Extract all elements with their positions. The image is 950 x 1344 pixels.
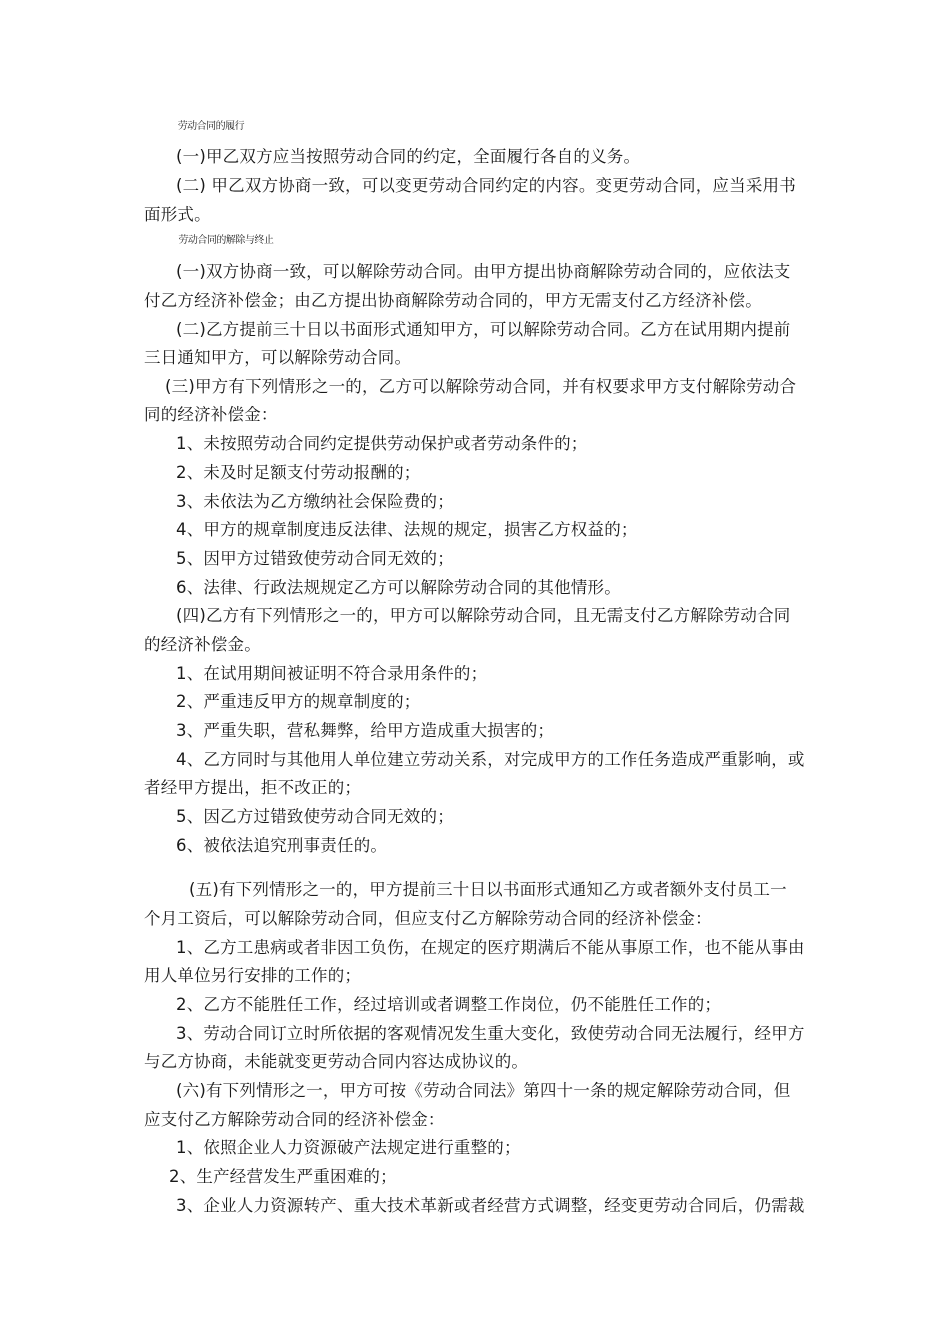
list-item: 3、企业人力资源转产、重大技术革新或者经营方式调整，经变更劳动合同后，仍需裁 <box>176 1196 805 1215</box>
list-item: 3、未依法为乙方缴纳社会保险费的； <box>176 492 454 511</box>
list-item: 6、被依法追究刑事责任的。 <box>176 836 388 855</box>
list-item: 2、乙方不能胜任工作，经过培训或者调整工作岗位，仍不能胜任工作的； <box>176 995 722 1014</box>
paragraph-line: (五)有下列情形之一的，甲方提前三十日以书面形式通知乙方或者额外支付员工一 <box>189 880 787 899</box>
list-item: 2、严重违反甲方的规章制度的； <box>176 692 421 711</box>
list-item: 5、因甲方过错致使劳动合同无效的； <box>176 549 454 568</box>
list-item: 1、乙方工患病或者非因工负伤，在规定的医疗期满后不能从事原工作，也不能从事由 <box>176 938 805 957</box>
paragraph-line: 三日通知甲方，可以解除劳动合同。 <box>144 348 412 367</box>
list-item: 4、乙方同时与其他用人单位建立劳动关系，对完成甲方的工作任务造成严重影响，或 <box>176 750 805 769</box>
list-item: 5、因乙方过错致使劳动合同无效的； <box>176 807 454 826</box>
list-item-continuation: 者经甲方提出，拒不改正的； <box>144 778 362 797</box>
paragraph-line: (六)有下列情形之一，甲方可按《劳动合同法》第四十一条的规定解除劳动合同，但 <box>176 1081 791 1100</box>
list-item-continuation: 与乙方协商，未能就变更劳动合同内容达成协议的。 <box>144 1052 529 1071</box>
paragraph-line: (二) 甲乙双方协商一致，可以变更劳动合同约定的内容。变更劳动合同，应当采用书 <box>176 176 796 195</box>
list-item: 1、依照企业人力资源破产法规定进行重整的； <box>176 1138 521 1157</box>
list-item: 4、甲方的规章制度违反法律、法规的规定，损害乙方权益的； <box>176 520 638 539</box>
paragraph-line: 面形式。 <box>144 205 211 224</box>
list-item: 3、劳动合同订立时所依据的客观情况发生重大变化，致使劳动合同无法履行，经甲方 <box>176 1024 805 1043</box>
section-heading-termination <box>143 235 273 247</box>
list-item: 3、严重失职，营私舞弊，给甲方造成重大损害的； <box>176 721 555 740</box>
paragraph-line: (三)甲方有下列情形之一的，乙方可以解除劳动合同，并有权要求甲方支付解除劳动合 <box>165 377 797 396</box>
list-item: 1、在试用期间被证明不符合录用条件的； <box>176 664 488 683</box>
list-item: 2、生产经营发生严重困难的； <box>169 1167 397 1186</box>
paragraph-line: (四)乙方有下列情形之一的，甲方可以解除劳动合同，且无需支付乙方解除劳动合同 <box>176 606 791 625</box>
list-item: 6、法律、行政法规规定乙方可以解除劳动合同的其他情形。 <box>176 578 621 597</box>
list-item: 2、未及时足额支付劳动报酬的； <box>176 463 421 482</box>
paragraph-line: 的经济补偿金。 <box>144 635 261 654</box>
heading-text: 劳动合同的履行 <box>177 121 245 132</box>
paragraph-line: 应支付乙方解除劳动合同的经济补偿金： <box>144 1110 445 1129</box>
paragraph-line: (一)甲乙双方应当按照劳动合同的约定，全面履行各自的义务。 <box>176 147 641 166</box>
paragraph-line: 个月工资后，可以解除劳动合同，但应支付乙方解除劳动合同的经济补偿金： <box>144 909 712 928</box>
list-item-continuation: 用人单位另行安排的工作的； <box>144 966 362 985</box>
heading-text: 劳动合同的解除与终止 <box>178 235 274 246</box>
list-item: 1、未按照劳动合同约定提供劳动保护或者劳动条件的； <box>176 434 588 453</box>
paragraph-line: 付乙方经济补偿金；由乙方提出协商解除劳动合同的，甲方无需支付乙方经济补偿。 <box>144 291 762 310</box>
section-heading-performance <box>160 121 244 133</box>
paragraph-line: (二)乙方提前三十日以书面形式通知甲方，可以解除劳动合同。乙方在试用期内提前 <box>176 320 791 339</box>
paragraph-line: (一)双方协商一致，可以解除劳动合同。由甲方提出协商解除劳动合同的，应依法支 <box>176 262 791 281</box>
paragraph-line: 同的经济补偿金： <box>144 405 278 424</box>
